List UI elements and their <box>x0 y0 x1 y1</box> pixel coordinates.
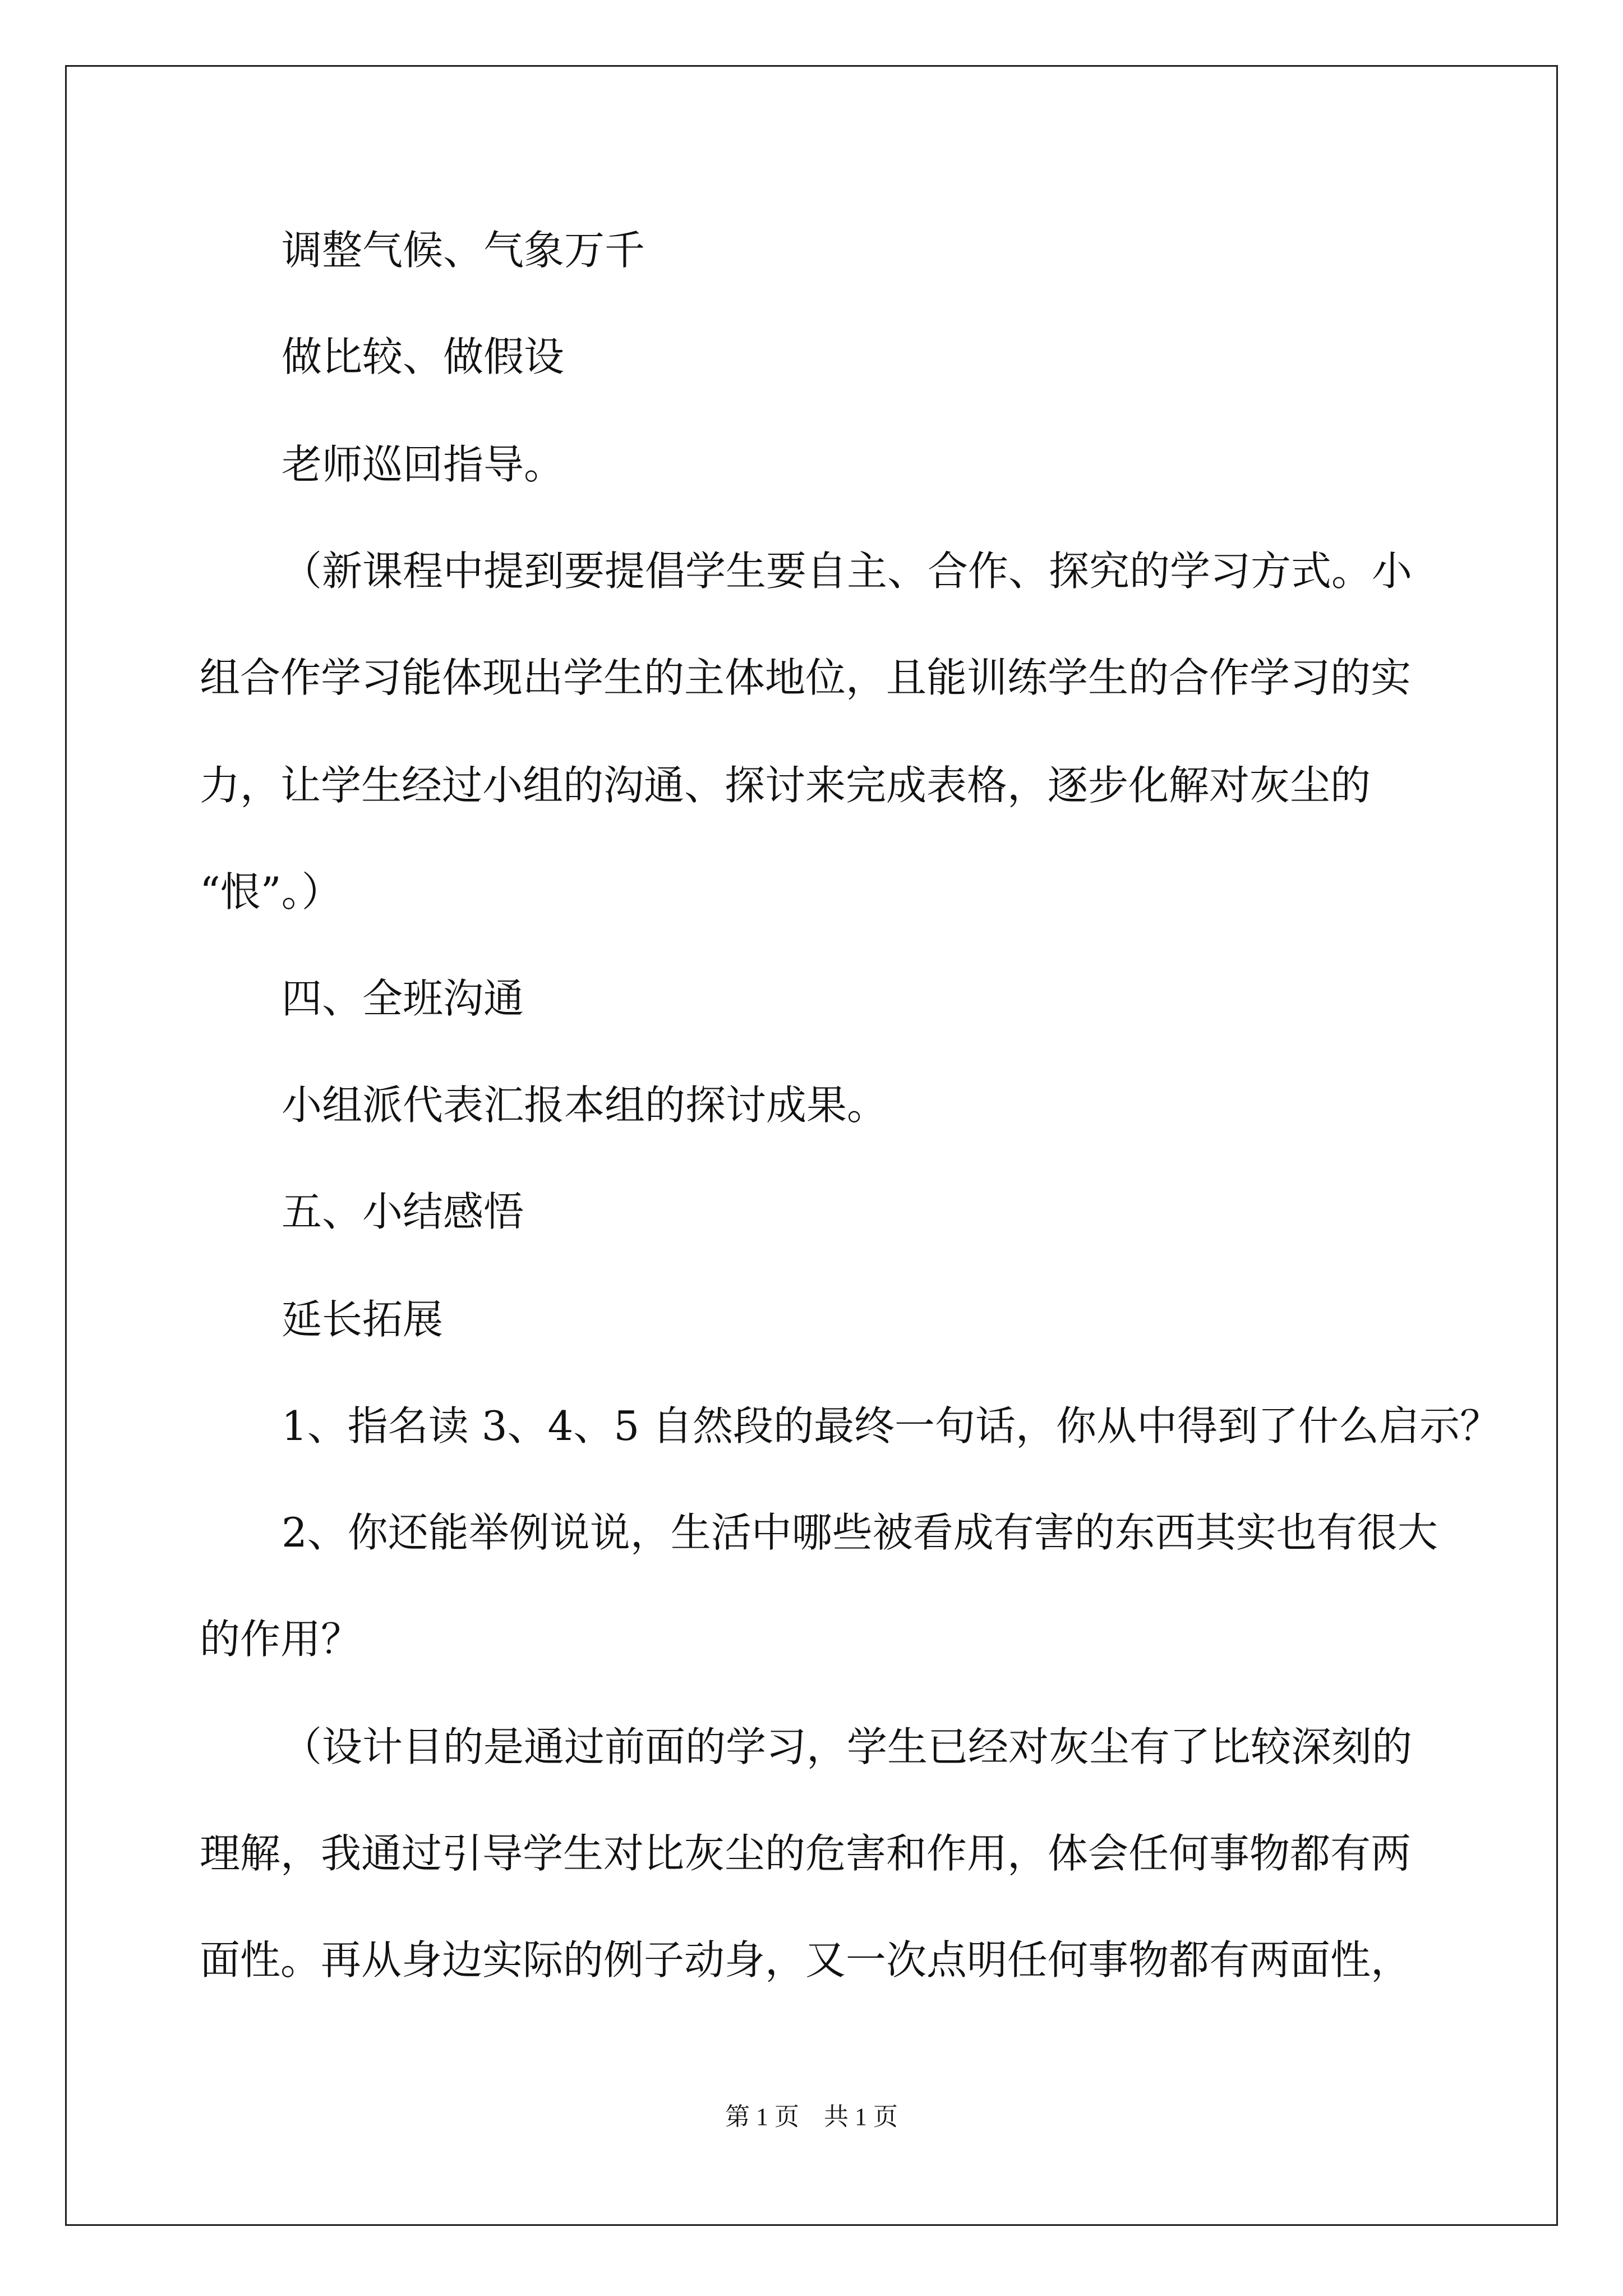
paragraph-line: （设计目的是通过前面的学习，学生已经对灰尘有了比较深刻的 <box>282 1723 1413 1770</box>
paragraph-line: 组合作学习能体现出学生的主体地位，且能训练学生的合作学习的实 <box>200 654 1412 701</box>
list-item: 2、你还能举例说说，生活中哪些被看成有害的东西其实也有很大 <box>282 1509 1438 1556</box>
section-heading: 五、小结感悟 <box>282 1188 524 1235</box>
paragraph-line: 理解，我通过引导学生对比灰尘的危害和作用，体会任何事物都有两 <box>200 1830 1412 1877</box>
paragraph-line: 面性。再从身边实际的例子动身，又一次点明任何事物都有两面性， <box>200 1936 1412 1984</box>
page-total: 共 1 页 <box>824 2103 898 2131</box>
paragraph-line: 老师巡回指导。 <box>282 441 565 488</box>
paragraph-line: “恨”。） <box>200 868 342 915</box>
section-heading: 四、全班沟通 <box>282 975 524 1022</box>
paragraph-line: 调整气候、气象万千 <box>282 227 645 274</box>
page-footer <box>0 2101 1623 2133</box>
paragraph-line: 的作用？ <box>200 1616 362 1663</box>
paragraph-line: 延长拓展 <box>282 1296 444 1343</box>
paragraph-line: 做比较、做假设 <box>282 333 565 380</box>
page-border <box>65 65 1558 2226</box>
paragraph-line: 小组派代表汇报本组的探讨成果。 <box>282 1082 888 1129</box>
paragraph-line: （新课程中提到要提倡学生要自主、合作、探究的学习方式。小 <box>282 547 1413 595</box>
list-item: 1、指名读 3、4、5 自然段的最终一句话，你从中得到了什么启示？ <box>282 1402 1501 1450</box>
page-number: 第 1 页 <box>725 2103 799 2131</box>
paragraph-line: 力，让学生经过小组的沟通、探讨来完成表格，逐步化解对灰尘的 <box>200 762 1371 809</box>
